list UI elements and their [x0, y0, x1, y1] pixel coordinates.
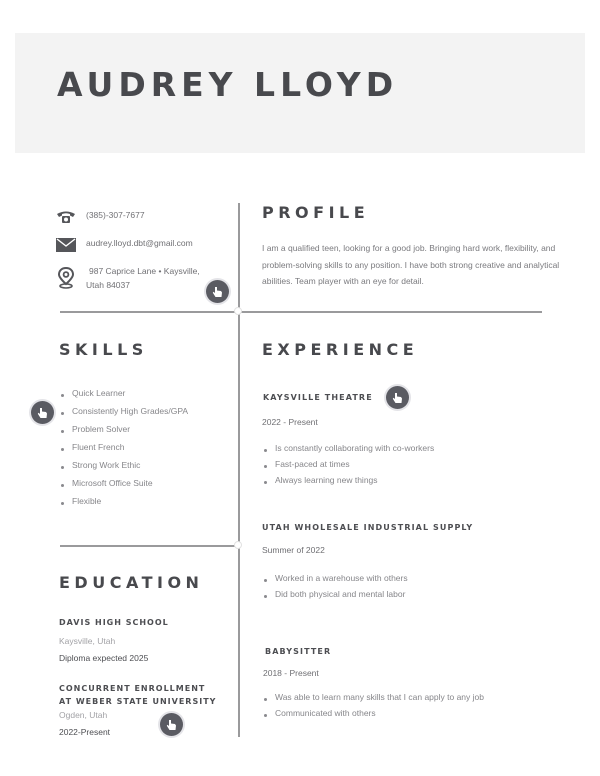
job-bullet: Worked in a warehouse with others — [263, 573, 408, 589]
hand-pointer-button[interactable] — [206, 280, 229, 303]
skill-item: Consistently High Grades/GPA — [60, 406, 188, 424]
hand-pointer-button[interactable] — [160, 713, 183, 736]
hand-pointer-icon — [392, 392, 403, 404]
column-divider — [238, 203, 240, 737]
email-address: audrey.lloyd.dbt@gmail.com — [86, 238, 193, 248]
job-dates: Summer of 2022 — [262, 545, 325, 555]
skills-heading: SKILLS — [59, 340, 148, 359]
job-bullets — [263, 573, 408, 605]
school-name: DAVIS HIGH SCHOOL — [59, 618, 169, 627]
experience-heading: EXPERIENCE — [262, 340, 419, 359]
school-name-line-1: CONCURRENT ENROLLMENT — [59, 684, 206, 693]
phone-icon — [55, 208, 77, 226]
school-location: Ogden, Utah — [59, 710, 108, 720]
hand-pointer-icon — [212, 286, 223, 298]
school-name-line-2: AT WEBER STATE UNIVERSITY — [59, 696, 217, 706]
section-divider-left — [60, 545, 238, 547]
address-line-1: 987 Caprice Lane • Kaysville, — [89, 266, 200, 276]
school-note: Diploma expected 2025 — [59, 653, 149, 663]
education-heading: EDUCATION — [59, 573, 204, 592]
hand-pointer-icon — [37, 407, 48, 419]
skill-item: Fluent French — [60, 442, 188, 460]
skill-item: Flexible — [60, 496, 188, 514]
hand-pointer-button[interactable] — [31, 401, 54, 424]
contact-email — [55, 236, 193, 254]
hand-pointer-icon — [166, 719, 177, 731]
contact-address — [55, 266, 200, 292]
job-bullets — [263, 443, 434, 491]
divider-node — [234, 307, 242, 315]
job-title: BABYSITTER — [265, 647, 332, 656]
location-pin-icon — [55, 266, 77, 290]
hand-pointer-button[interactable] — [386, 386, 409, 409]
skill-item: Microsoft Office Suite — [60, 478, 188, 496]
job-title: KAYSVILLE THEATRE — [263, 393, 373, 402]
phone-number: (385)-307-7677 — [86, 210, 145, 220]
contact-phone — [55, 208, 145, 226]
job-bullet: Is constantly collaborating with co-workers — [263, 443, 434, 459]
job-dates: 2022 - Present — [262, 417, 318, 427]
job-bullet: Did both physical and mental labor — [263, 589, 408, 605]
skill-item: Strong Work Ethic — [60, 460, 188, 478]
resume-name: AUDREY LLOYD — [57, 65, 399, 104]
skill-item: Quick Learner — [60, 388, 188, 406]
envelope-icon — [55, 236, 77, 254]
school-location: Kaysville, Utah — [59, 636, 116, 646]
job-dates: 2018 - Present — [263, 668, 319, 678]
job-bullets — [263, 692, 484, 724]
skill-item: Problem Solver — [60, 424, 188, 442]
profile-heading: PROFILE — [262, 203, 370, 222]
divider-node — [234, 541, 242, 549]
job-title: UTAH WHOLESALE INDUSTRIAL SUPPLY — [262, 523, 474, 532]
job-bullet: Was able to learn many skills that I can apply to any job — [263, 692, 484, 708]
profile-text: I am a qualified teen, looking for a good job. Bringing hard work, flexibility, and problem-solving skills to any position. I have both strong creative and analytical abilities. Team player with an eye for detail. — [262, 243, 560, 286]
address-line-2: Utah 84037 — [86, 280, 130, 290]
section-divider-top — [60, 311, 542, 313]
skills-list — [60, 388, 188, 514]
school-note: 2022-Present — [59, 727, 111, 737]
job-bullet: Always learning new things — [263, 475, 434, 491]
job-bullet: Communicated with others — [263, 708, 484, 724]
job-bullet: Fast-paced at times — [263, 459, 434, 475]
